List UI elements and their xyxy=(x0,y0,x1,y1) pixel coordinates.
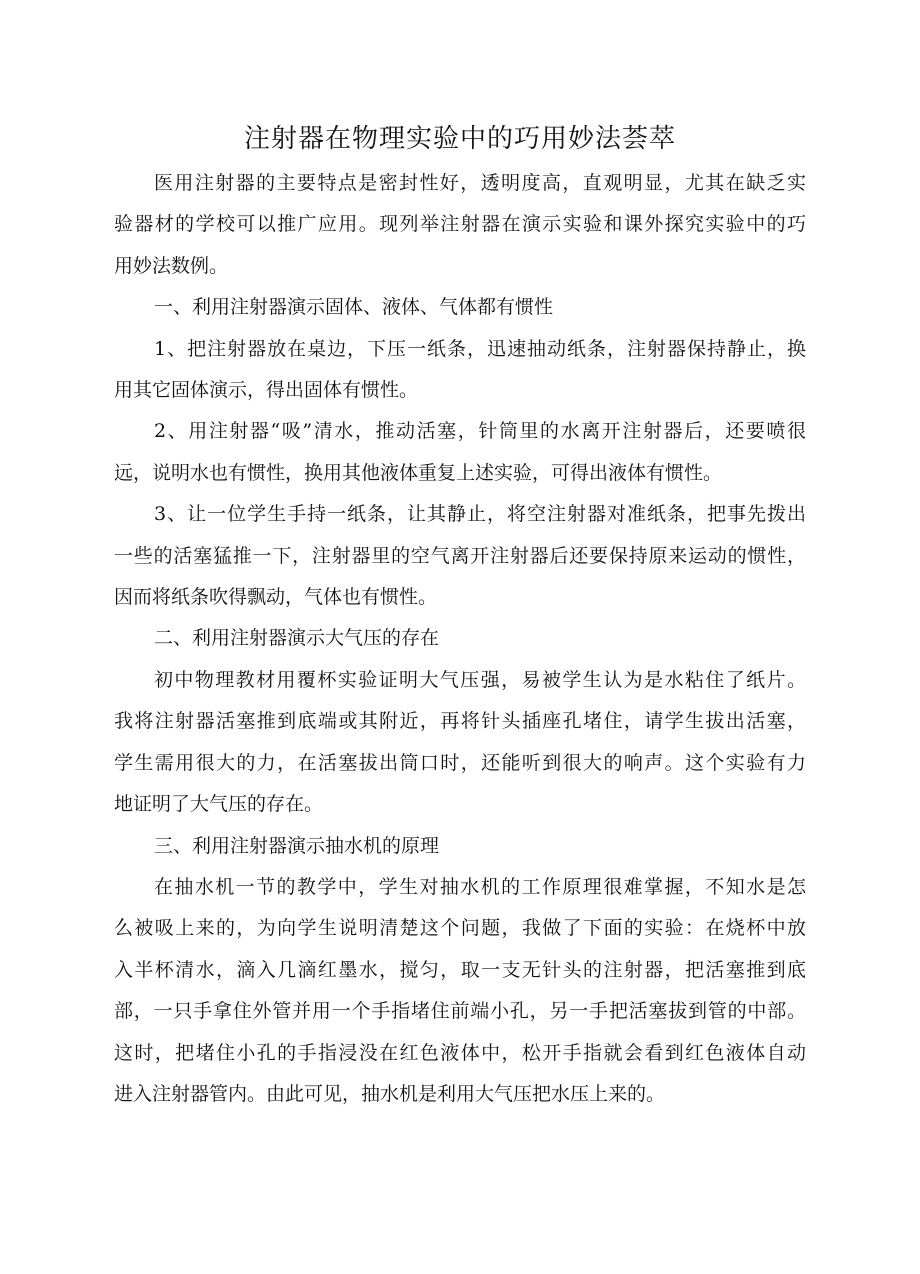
text-line: 1、把注射器放在桌边，下压一纸条，迅速抽动纸条，注射器保持静止，换 xyxy=(154,337,806,360)
text-line: 因而将纸条吹得飘动，气体也有惯性。 xyxy=(114,586,438,609)
text-line: 部，一只手拿住外管并用一个手指堵住前端小孔，另一手把活塞拔到管的中部。 xyxy=(114,1000,806,1023)
paragraph xyxy=(114,867,806,1115)
text-line: 一些的活塞猛推一下，注射器里的空气离开注射器后还要保持原来运动的惯性， xyxy=(114,544,806,567)
text-line: 3、让一位学生手持一纸条，让其静止，将空注射器对准纸条，把事先拨出 xyxy=(154,503,806,526)
paragraph xyxy=(114,287,806,328)
text-line: 我将注射器活塞推到底端或其附近，再将针头插座孔堵住，请学生拔出活塞， xyxy=(114,710,806,733)
text-line: 地证明了大气压的存在。 xyxy=(114,793,324,816)
text-line: 一、利用注射器演示固体、液体、气体都有惯性 xyxy=(154,296,554,319)
text-line: 这时，把堵住小孔的手指浸没在红色液体中，松开手指就会看到红色液体自动 xyxy=(114,1041,806,1064)
text-line: 验器材的学校可以推广应用。现列举注射器在演示实验和课外探究实验中的巧 xyxy=(114,213,806,236)
paragraph xyxy=(114,494,806,618)
text-line: 医用注射器的主要特点是密封性好，透明度高，直观明显，尤其在缺乏实 xyxy=(154,172,806,194)
text-line: 远，说明水也有惯性，换用其他液体重复上述实验，可得出液体有惯性。 xyxy=(114,461,723,484)
paragraph xyxy=(114,163,806,287)
text-line: 么被吸上来的，为向学生说明清楚这个问题，我做了下面的实验：在烧杯中放 xyxy=(114,917,806,940)
text-line: 三、利用注射器演示抽水机的原理 xyxy=(154,834,440,857)
text-line: 2、用注射器“吸”清水，推动活塞，针筒里的水离开注射器后，还要喷很 xyxy=(154,420,806,443)
document-title: 注射器在物理实验中的巧用妙法荟萃 xyxy=(243,124,676,154)
paragraph xyxy=(114,329,806,412)
text-line: 进入注射器管内。由此可见，抽水机是利用大气压把水压上来的。 xyxy=(114,1082,666,1105)
paragraph xyxy=(114,411,806,494)
paragraph xyxy=(114,660,806,826)
paragraph xyxy=(114,826,806,867)
text-line: 初中物理教材用覆杯实验证明大气压强，易被学生认为是水粘住了纸片。 xyxy=(154,668,806,691)
document-body xyxy=(114,163,806,1115)
paragraph xyxy=(114,618,806,659)
text-line: 二、利用注射器演示大气压的存在 xyxy=(154,627,440,650)
text-line: 用妙法数例。 xyxy=(114,254,229,277)
text-line: 入半杯清水，滴入几滴红墨水，搅匀，取一支无针头的注射器，把活塞推到底 xyxy=(114,958,806,981)
text-line: 用其它固体演示，得出固体有惯性。 xyxy=(114,379,419,402)
text-line: 在抽水机一节的教学中，学生对抽水机的工作原理很难掌握，不知水是怎 xyxy=(154,875,806,898)
text-line: 学生需用很大的力，在活塞拔出筒口时，还能听到很大的响声。这个实验有力 xyxy=(114,751,806,774)
